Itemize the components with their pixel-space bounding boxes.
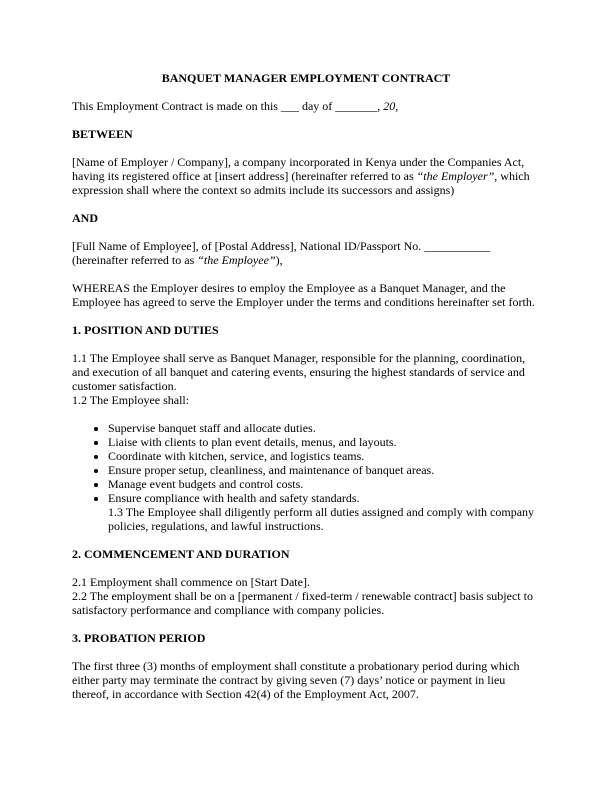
- employee-clause-tail: ),: [275, 253, 283, 267]
- position-and-duties-clauses: [72, 351, 540, 407]
- duty-item: • Coordinate with kitchen, service, and logistics teams.: [108, 449, 540, 463]
- clause-2-2: 2.2 The employment shall be on a [permanent / fixed-term / renewable contract] basis subject to satisfactory performance and compliance with company policies.: [72, 589, 533, 617]
- employee-clause: [72, 239, 540, 267]
- employee-clause-line2-text: (hereinafter referred to as: [72, 253, 198, 267]
- duty-item: • Ensure compliance with health and safety standards.: [108, 491, 540, 505]
- intro-year: 20: [383, 99, 396, 113]
- duty-item: • Manage event budgets and control costs.: [108, 477, 540, 491]
- whereas-clause: WHEREAS the Employer desires to employ the Employee as a Banquet Manager, and the Employee has agreed to serve the Employer under the terms and conditions hereinafter set forth.: [72, 281, 535, 309]
- clause-1-3: 1.3 The Employee shall diligently perform all duties assigned and comply with company policies, regulations, and lawful instructions.: [108, 505, 535, 533]
- intro-text-before-year: This Employment Contract is made on this ___ day of _______,: [72, 99, 384, 113]
- employer-clause-tail: , which expression shall where the context so admits include its successors and assigns): [72, 169, 530, 197]
- employer-defined-term: “the Employer”: [416, 169, 495, 183]
- duty-item: • Supervise banquet staff and allocate duties.: [108, 421, 540, 435]
- clause-1-1: 1.1 The Employee shall serve as Banquet Manager, responsible for the planning, coordination, and execution of all banquet and catering events, ensuring the highest standards of service and customer satisfaction.: [72, 351, 526, 393]
- employer-clause-text: [Name of Employer / Company], a company incorporated in Kenya under the Companies Act, having its registered office at [insert address] (hereinafter referred to as: [72, 155, 525, 183]
- section-1-heading: 1. POSITION AND DUTIES: [72, 323, 219, 337]
- duties-list: [72, 421, 540, 505]
- clause-1-2: 1.2 The Employee shall:: [72, 393, 190, 407]
- clause-2-1: 2.1 Employment shall commence on [Start Date].: [72, 575, 310, 589]
- intro-clause: [72, 99, 540, 113]
- employee-defined-term: “the Employee”: [197, 253, 276, 267]
- employer-clause: [72, 155, 540, 197]
- between-label: BETWEEN: [72, 127, 133, 141]
- document-title: BANQUET MANAGER EMPLOYMENT CONTRACT: [161, 71, 451, 85]
- duty-item: • Ensure proper setup, cleanliness, and maintenance of banquet areas.: [108, 463, 540, 477]
- employee-clause-line1: [Full Name of Employee], of [Postal Address], National ID/Passport No. ___________: [72, 239, 491, 253]
- commencement-clauses: [72, 575, 540, 617]
- duty-item: • Liaise with clients to plan event details, menus, and layouts.: [108, 435, 540, 449]
- section-3-heading: 3. PROBATION PERIOD: [72, 631, 206, 645]
- and-label: AND: [72, 211, 98, 225]
- intro-text-after-year: ,: [395, 99, 399, 113]
- probation-clause: The first three (3) months of employment shall constitute a probationary period during which either party may terminate the contract by giving seven (7) days’ notice or payment in lieu thereof, in accordance with Section 42(4) of the Employment Act, 2007.: [72, 659, 520, 701]
- section-2-heading: 2. COMMENCEMENT AND DURATION: [72, 547, 290, 561]
